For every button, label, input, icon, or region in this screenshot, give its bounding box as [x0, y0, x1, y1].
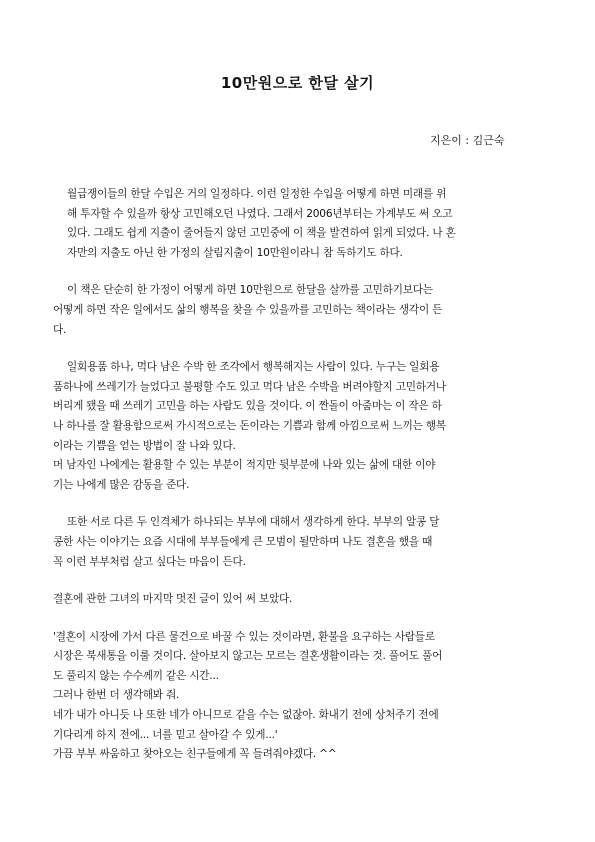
- text-line: '결혼이 시장에 가서 다른 물건으로 바꿀 수 있는 것이라면, 환불을 요구하는 사람들로: [53, 630, 435, 643]
- text-line: 품하나에 쓰레기가 늘었다고 불평할 수도 있고 먹다 남은 수박을 버려야할지 고민하거나: [53, 380, 446, 393]
- text-line: 가끔 부부 싸움하고 찾아오는 친구들에게 꼭 들려줘야겠다. ^^: [53, 748, 337, 761]
- text-line: 다.: [53, 323, 67, 336]
- text-line: 결혼에 관한 그녀의 마지막 멋진 글이 있어 써 보았다.: [53, 593, 293, 606]
- text-line: 콩한 사는 이야기는 요즘 시대에 부부들에게 큰 모범이 될만하며 나도 결혼을 했을 때: [53, 535, 433, 548]
- paragraph: [53, 513, 549, 572]
- author-byline: 지은이 : 김근숙: [430, 134, 505, 147]
- text-line: 그러나 한번 더 생각해봐 줘.: [53, 689, 180, 702]
- text-line: 네가 내가 아니듯 나 또한 네가 아니므로 같을 수는 없잖아. 화내기 전에 상처주기 전에: [53, 709, 439, 722]
- paragraph: [53, 281, 549, 340]
- document-title: 10만원으로 한달 살기: [220, 74, 375, 92]
- text-line: 기다리게 하지 전에... 너를 믿고 살아갈 수 있게...': [53, 728, 278, 741]
- quote-paragraph: [53, 628, 549, 765]
- text-line: 시장은 북새통을 이룰 것이다. 살아보지 않고는 모르는 결혼생활이라는 것. 풀어도 풀어: [53, 650, 443, 663]
- text-line: 버리게 됐을 때 쓰레기 고민을 하는 사람도 있을 것이다. 이 짠돌이 아줌마는 이 작은 하: [53, 400, 442, 413]
- paragraph: [53, 358, 549, 495]
- paragraph: [53, 185, 549, 263]
- text-line: 해 투자할 수 있을까 항상 고민해오던 나였다. 그래서 2006년부터는 가계부도 써 오고: [67, 207, 453, 220]
- text-line: 도 풀리지 않는 수수께끼 같은 시간...: [53, 669, 219, 682]
- text-line: 이 책은 단순히 한 가정이 어떻게 하면 10만원으로 한달을 살까를 고민하기보다는: [67, 284, 433, 297]
- text-line: 꼭 이런 부부처럼 살고 싶다는 마음이 든다.: [53, 555, 246, 568]
- paragraph: [53, 590, 549, 610]
- text-line: 자만의 지출도 아닌 한 가정의 살림지출이 10만원이라니 참 독하기도 하다.: [67, 246, 403, 259]
- text-line: 또한 서로 다른 두 인격체가 하나되는 부부에 대해서 생각하게 한다. 부부의 알콩 달: [67, 516, 440, 529]
- document-body: [53, 185, 549, 765]
- text-line: 기는 나에게 많은 감동을 준다.: [53, 478, 190, 491]
- text-line: 있다. 그래도 쉽게 지출이 줄어들지 않던 고민중에 이 책을 발견하여 읽게 되었다. 나 혼: [67, 227, 456, 240]
- text-line: 이라는 기쁨을 얻는 방법이 잘 나와 있다.: [53, 439, 236, 452]
- text-line: 나 하나를 잘 활용함으로써 가시적으로는 돈이라는 기쁨과 함께 아낌으로써 느끼는 행복: [53, 419, 446, 432]
- text-line: 머 남자인 나에게는 활용할 수 있는 부분이 적지만 뒷부분에 나와 있는 삶에 대한 이야: [53, 459, 436, 472]
- text-line: 어떻게 하면 작은 일에서도 삶의 행복을 찾을 수 있을까를 고민하는 책이라는 생각이 든: [53, 303, 443, 316]
- text-line: 일회용품 하나, 먹다 남은 수박 한 조각에서 행복해지는 사람이 있다. 누구는 일회용: [67, 361, 440, 374]
- text-line: 월급쟁이들의 한달 수입은 거의 일정하다. 이런 일정한 수입을 어떻게 하면 미래를 위: [67, 188, 447, 200]
